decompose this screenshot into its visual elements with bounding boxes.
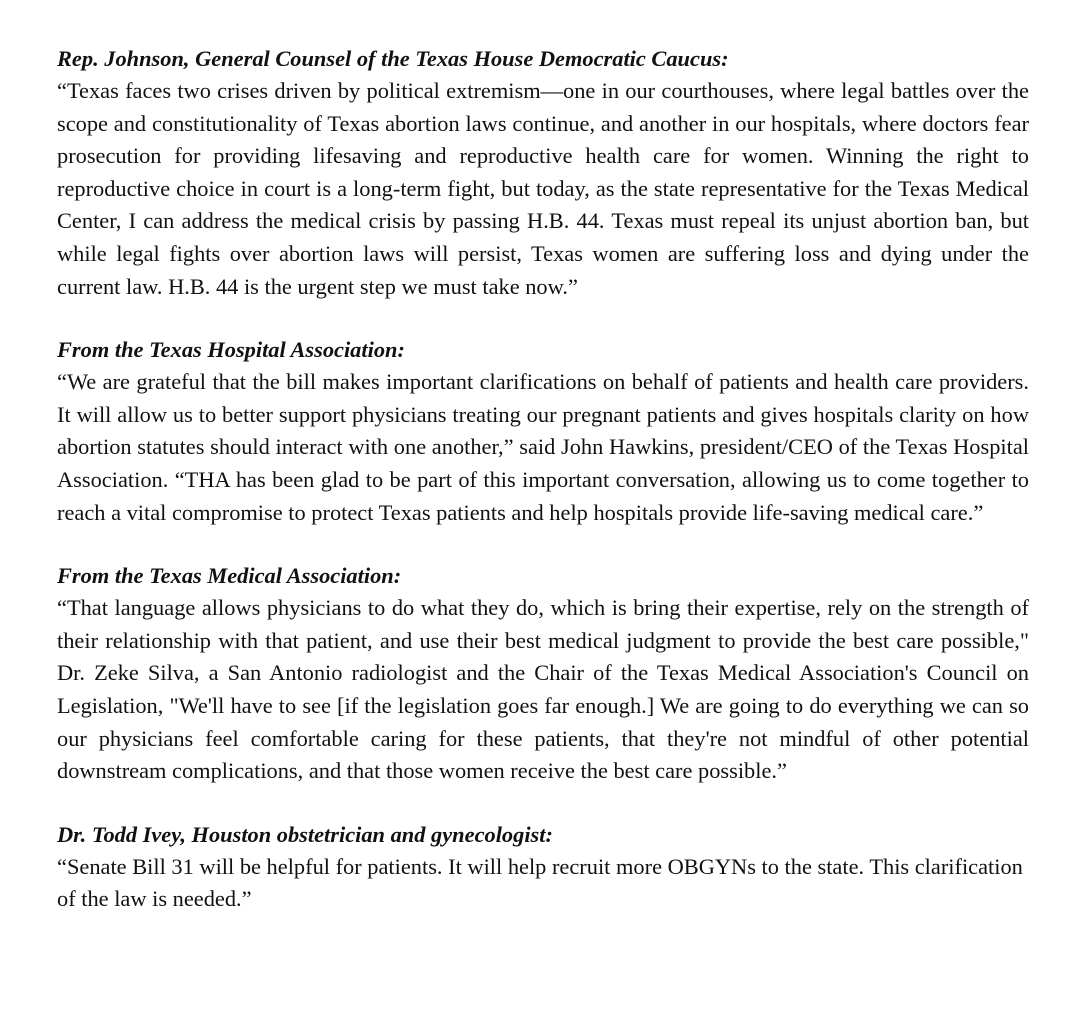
statement-quote: “We are grateful that the bill makes important clarifications on behalf of patients and health care providers. It will allow us to better support physicians treating our pregnant patients and gives hospitals clarity on how abortion statutes should interact with one another,” said John Hawkins, president/CEO of the Texas Hospital Association. “THA has been glad to be part of this important conversation, allowing us to come together to reach a vital compromise to protect Texas patients and help hospitals provide life-saving medical care.” xyxy=(57,369,1029,525)
statement-dr-todd-ivey xyxy=(57,818,1029,916)
statement-quote: “That language allows physicians to do what they do, which is bring their expertise, rely on the strength of their relationship with that patient, and use their best medical judgment to provide the best care possible," Dr. Zeke Silva, a San Antonio radiologist and the Chair of the Texas Medical Association's Council on Legislation, "We'll have to see [if the legislation goes far enough.] We are going to do everything we can so our physicians feel comfortable caring for these patients, that they're not mindful of other potential downstream complications, and that those women receive the best care possible.” xyxy=(57,595,1029,784)
statement-heading: Rep. Johnson, General Counsel of the Texas House Democratic Caucus: xyxy=(57,46,729,71)
statement-heading: Dr. Todd Ivey, Houston obstetrician and gynecologist: xyxy=(57,821,553,847)
statement-rep-johnson xyxy=(57,42,1029,303)
document-page xyxy=(57,42,1029,946)
statement-texas-medical-association xyxy=(57,559,1029,788)
statement-heading: From the Texas Hospital Association: xyxy=(57,337,405,363)
statement-quote: “Senate Bill 31 will be helpful for patients. It will help recruit more OBGYNs to the state. This clarification of the law is needed.” xyxy=(57,853,1023,912)
statement-heading: From the Texas Medical Association: xyxy=(57,563,402,589)
statement-texas-hospital-association xyxy=(57,333,1029,529)
statement-quote: “Texas faces two crises driven by political extremism—one in our courthouses, where legal battles over the scope and constitutionality of Texas abortion laws continue, and another in our hospitals, where doctors fear prosecution for providing lifesaving and reproductive health care for women. Winning the right to reproductive choice in court is a long-term fight, but today, as the state representative for the Texas Medical Center, I can address the medical crisis by passing H.B. 44. Texas must repeal its unjust abortion ban, but while legal fights over abortion laws will persist, Texas women are suffering loss and dying under the current law. H.B. 44 is the urgent step we must take now.” xyxy=(57,78,1029,299)
